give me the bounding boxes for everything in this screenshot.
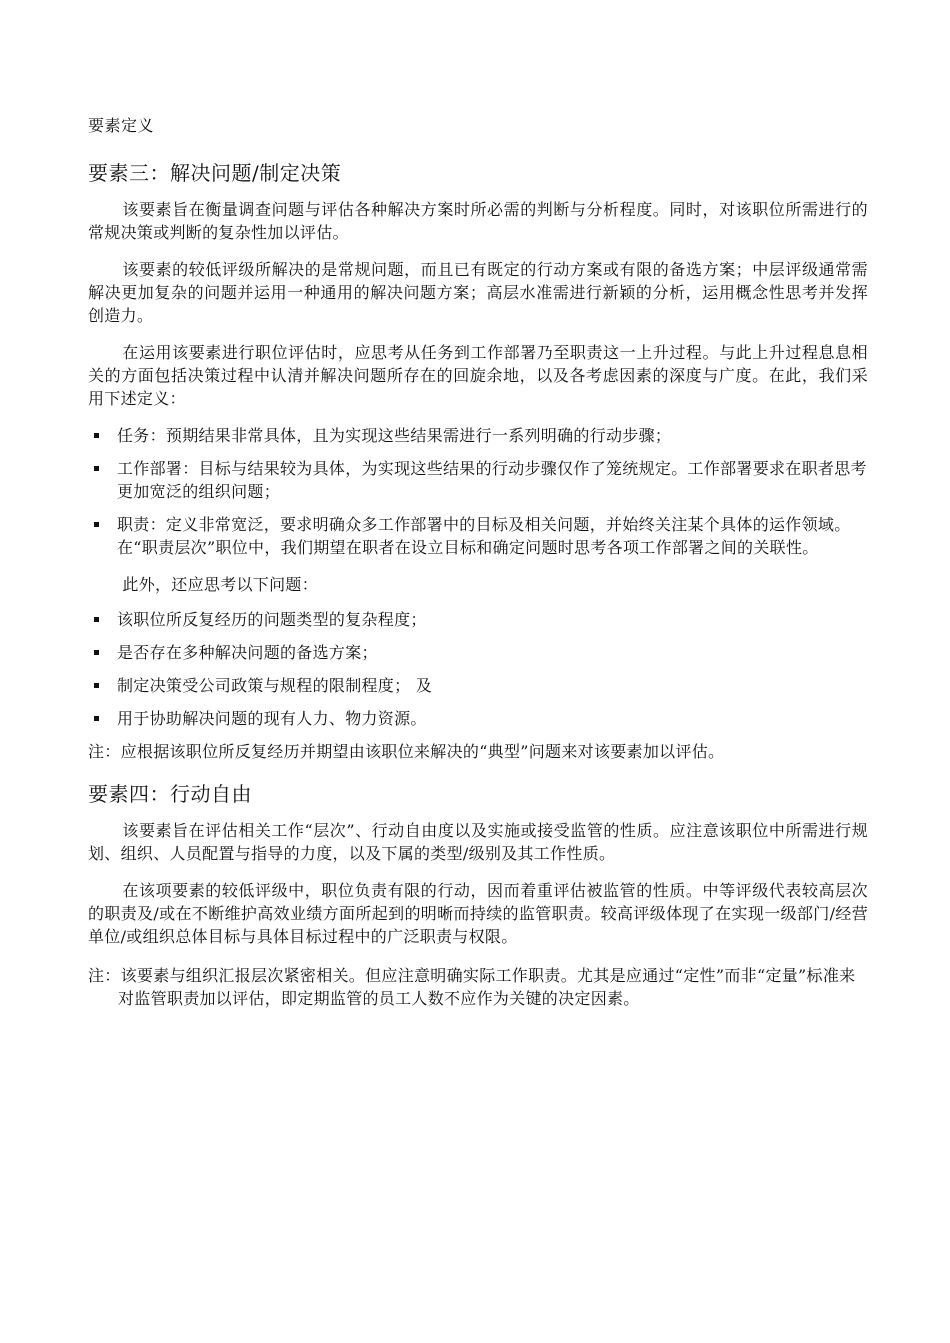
section-4-paragraph-1: 该要素旨在评估相关工作“层次”、行动自由度以及实施或接受监管的性质。应注意该职位中所需进行规划、组织、人员配置与指导的力度，以及下属的类型/级别及其工作性质。 [88,821,868,863]
square-bullet-icon [94,683,99,688]
consideration-list [88,608,868,730]
additional-considerations-intro: 此外，还应思考以下问题： [122,575,318,594]
consideration-text: 是否存在多种解决问题的备选方案； [117,643,378,662]
section-4-paragraph-2: 在该项要素的较低评级中，职位负责有限的行动，因而着重评估被监管的性质。中等评级代表较高层次的职责及/或在不断维护高效业绩方面所起到的明晰而持续的监管职责。较高评级体现了在实现一级部门/经营单位/或组织总体目标与具体目标过程中的广泛职责与权限。 [88,881,868,946]
document-page [88,112,868,1010]
consideration-item [88,608,868,631]
consideration-item [88,641,868,664]
definition-item-responsibility [88,513,868,559]
section-4-title: 要素四：行动自由 [88,782,252,806]
square-bullet-icon [94,650,99,655]
section-3-paragraph-1: 该要素旨在衡量调查问题与评估各种解决方案时所必需的判断与分析程度。同时，对该职位所需进行的常规决策或判断的复杂性加以评估。 [88,200,868,242]
section-3-title: 要素三：解决问题/制定决策 [88,161,342,185]
square-bullet-icon [94,466,99,471]
page-label: 要素定义 [88,116,155,135]
definition-list [88,424,868,559]
consideration-text: 该职位所反复经历的问题类型的复杂程度； [117,610,427,629]
consideration-text: 制定决策受公司政策与规程的限制程度； 及 [117,676,433,695]
section-3-paragraph-3: 在运用该要素进行职位评估时，应思考从任务到工作部署乃至职责这一上升过程。与此上升过程息息相关的方面包括决策过程中认清并解决问题所存在的回旋余地，以及各考虑因素的深度与广度。在此，我们采用下述定义： [88,343,868,408]
square-bullet-icon [94,433,99,438]
consideration-item [88,674,868,697]
definition-text: 工作部署：目标与结果较为具体，为实现这些结果的行动步骤仅作了笼统规定。工作部署要求在职者思考更加宽泛的组织问题； [117,459,867,501]
definition-text: 职责：定义非常宽泛，要求明确众多工作部署中的目标及相关问题，并始终关注某个具体的运作领域。在“职责层次”职位中，我们期望在职者在设立目标和确定问题时思考各项工作部署之间的关联性。 [117,515,851,557]
definition-item-assignment [88,457,868,503]
square-bullet-icon [94,522,99,527]
section-3-paragraph-2: 该要素的较低评级所解决的是常规问题，而且已有既定的行动方案或有限的备选方案；中层评级通常需解决更加复杂的问题并运用一种通用的解决问题方案；高层水准需进行新颖的分析，运用概念性思考并发挥创造力。 [88,260,868,325]
definition-item-task [88,424,868,447]
consideration-text: 用于协助解决问题的现有人力、物力资源。 [117,709,427,728]
section-4-note: 注：该要素与组织汇报层次紧密相关。但应注意明确实际工作职责。尤其是应通过“定性”而非“定量”标准来对监管职责加以评估，即定期监管的员工人数不应作为关键的决定因素。 [88,966,856,1008]
consideration-item [88,707,868,730]
definition-text: 任务：预期结果非常具体，且为实现这些结果需进行一系列明确的行动步骤； [117,426,672,445]
section-3-note: 注：应根据该职位所反复经历并期望由该职位来解决的“典型”问题来对该要素加以评估。 [88,742,725,761]
square-bullet-icon [94,617,99,622]
square-bullet-icon [94,716,99,721]
